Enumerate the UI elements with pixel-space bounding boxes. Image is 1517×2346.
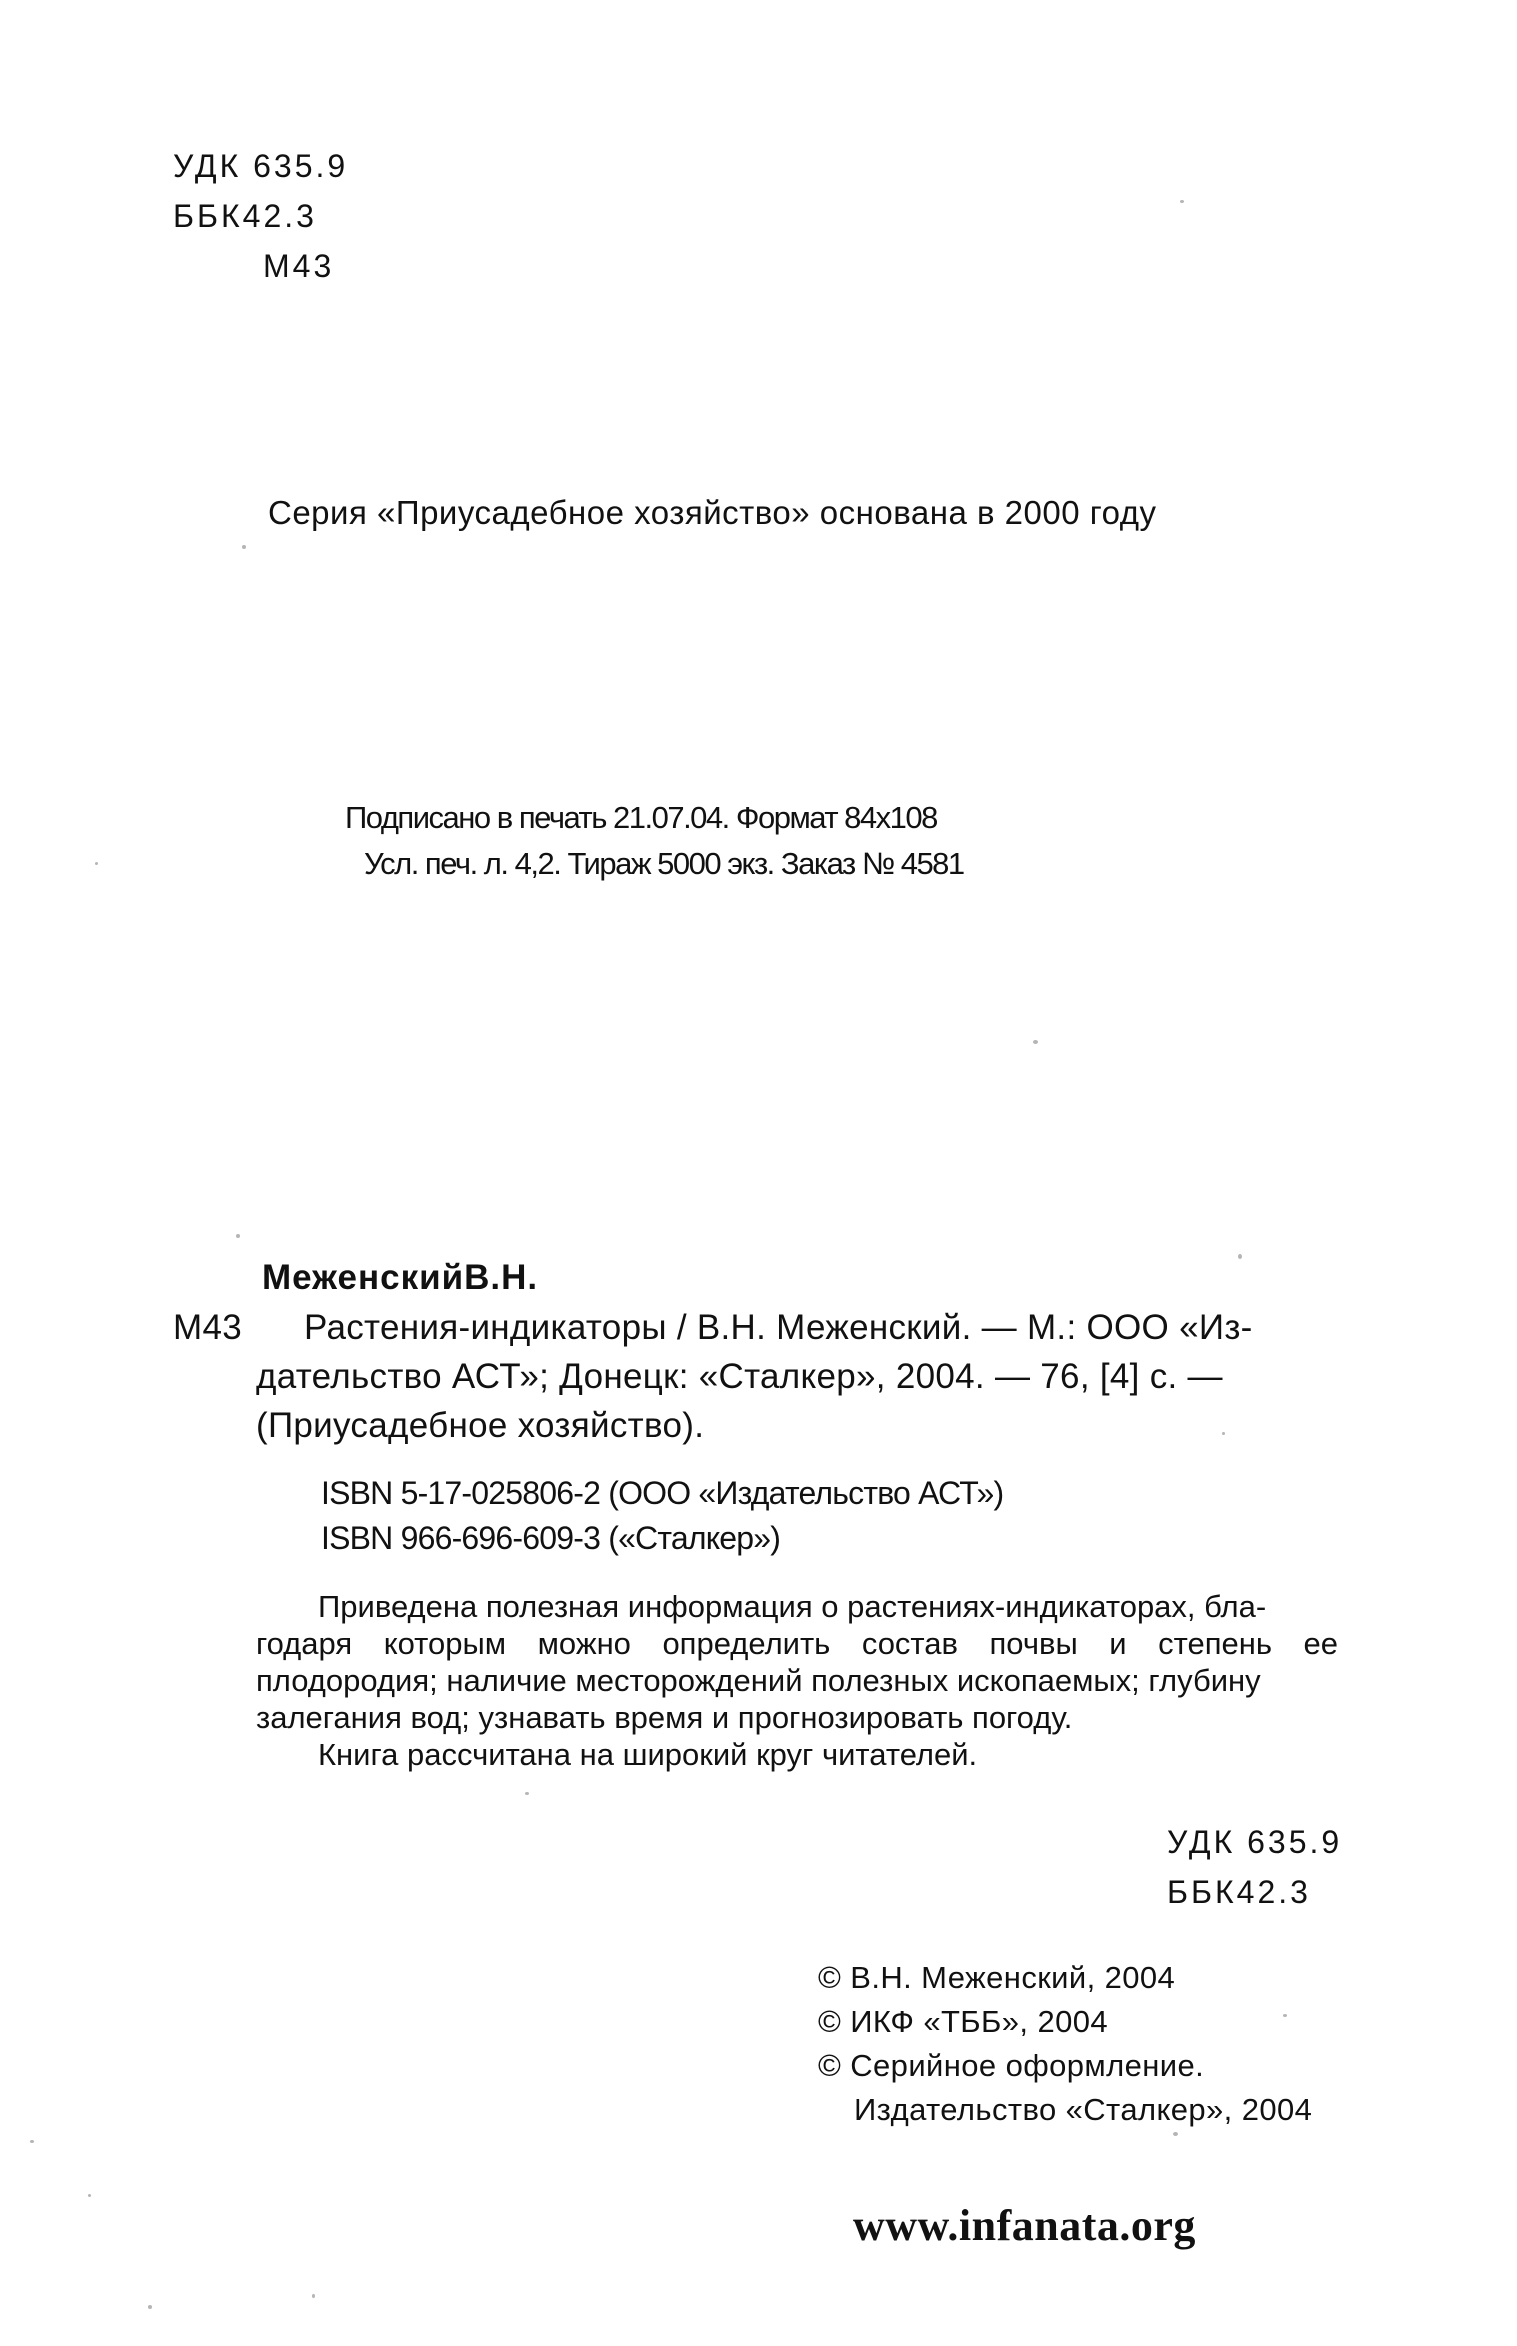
scan-speck <box>1222 1432 1225 1435</box>
print-info-line-1: Подписано в печать 21.07.04. Формат 84x108 <box>345 800 937 835</box>
annotation-line-4: залегания вод; узнавать время и прогнозировать погоду. <box>256 1700 1073 1735</box>
scan-speck <box>1033 1040 1038 1044</box>
isbn-line-2: ISBN 966-696-609-3 («Сталкер») <box>321 1520 781 1556</box>
scan-speck <box>1238 1254 1242 1259</box>
annotation-line-2: годаря которым можно определить состав почвы и степень ее <box>256 1626 1338 1661</box>
bibliography-line-3: (Приусадебное хозяйство). <box>256 1406 705 1445</box>
bibliography-line-1: Растения-индикаторы / В.Н. Меженский. — М.: ООО «Из- <box>304 1308 1253 1347</box>
author-name: МеженскийВ.Н. <box>262 1258 539 1297</box>
annotation-line-3: плодородия; наличие месторождений полезных ископаемых; глубину <box>256 1663 1261 1698</box>
scan-speck <box>525 1792 529 1795</box>
scan-speck <box>30 2140 34 2143</box>
bbk-code: ББК42.3 <box>173 198 317 234</box>
scan-speck <box>148 2305 152 2309</box>
scan-speck <box>88 2194 91 2197</box>
scan-speck <box>242 545 246 549</box>
copyright-ikf: © ИКФ «ТББ», 2004 <box>818 2004 1109 2039</box>
scan-speck <box>95 862 98 865</box>
scan-speck <box>236 1234 240 1238</box>
scan-speck <box>1283 2014 1287 2017</box>
bibliography-line-2: дательство АСТ»; Донецк: «Сталкер», 2004. — 76, [4] с. — <box>256 1357 1223 1396</box>
bibliography-code: М43 <box>173 1308 242 1347</box>
isbn-line-1: ISBN 5-17-025806-2 (ООО «Издательство АСТ») <box>321 1475 1004 1511</box>
udk-code: УДК 635.9 <box>173 148 349 184</box>
scan-speck <box>312 2294 315 2298</box>
annotation-line-5: Книга рассчитана на широкий круг читателей. <box>318 1737 978 1772</box>
scan-speck <box>1173 2132 1178 2136</box>
scan-speck <box>1180 200 1184 203</box>
copyright-series-design: © Серийное оформление. <box>818 2048 1205 2083</box>
footer-udk-code: УДК 635.9 <box>1167 1824 1343 1860</box>
copyright-publisher: Издательство «Сталкер», 2004 <box>854 2092 1313 2127</box>
website-link[interactable]: www.infanata.org <box>853 2201 1196 2250</box>
copyright-author: © В.Н. Меженский, 2004 <box>818 1960 1176 1995</box>
print-info-line-2: Усл. печ. л. 4,2. Тираж 5000 экз. Заказ № 4581 <box>364 846 964 881</box>
series-note: Серия «Приусадебное хозяйство» основана в 2000 году <box>268 494 1157 531</box>
annotation-line-1: Приведена полезная информация о растениях-индикаторах, бла- <box>318 1589 1267 1624</box>
footer-bbk-code: ББК42.3 <box>1167 1874 1311 1910</box>
author-sign-code: М43 <box>263 248 335 284</box>
